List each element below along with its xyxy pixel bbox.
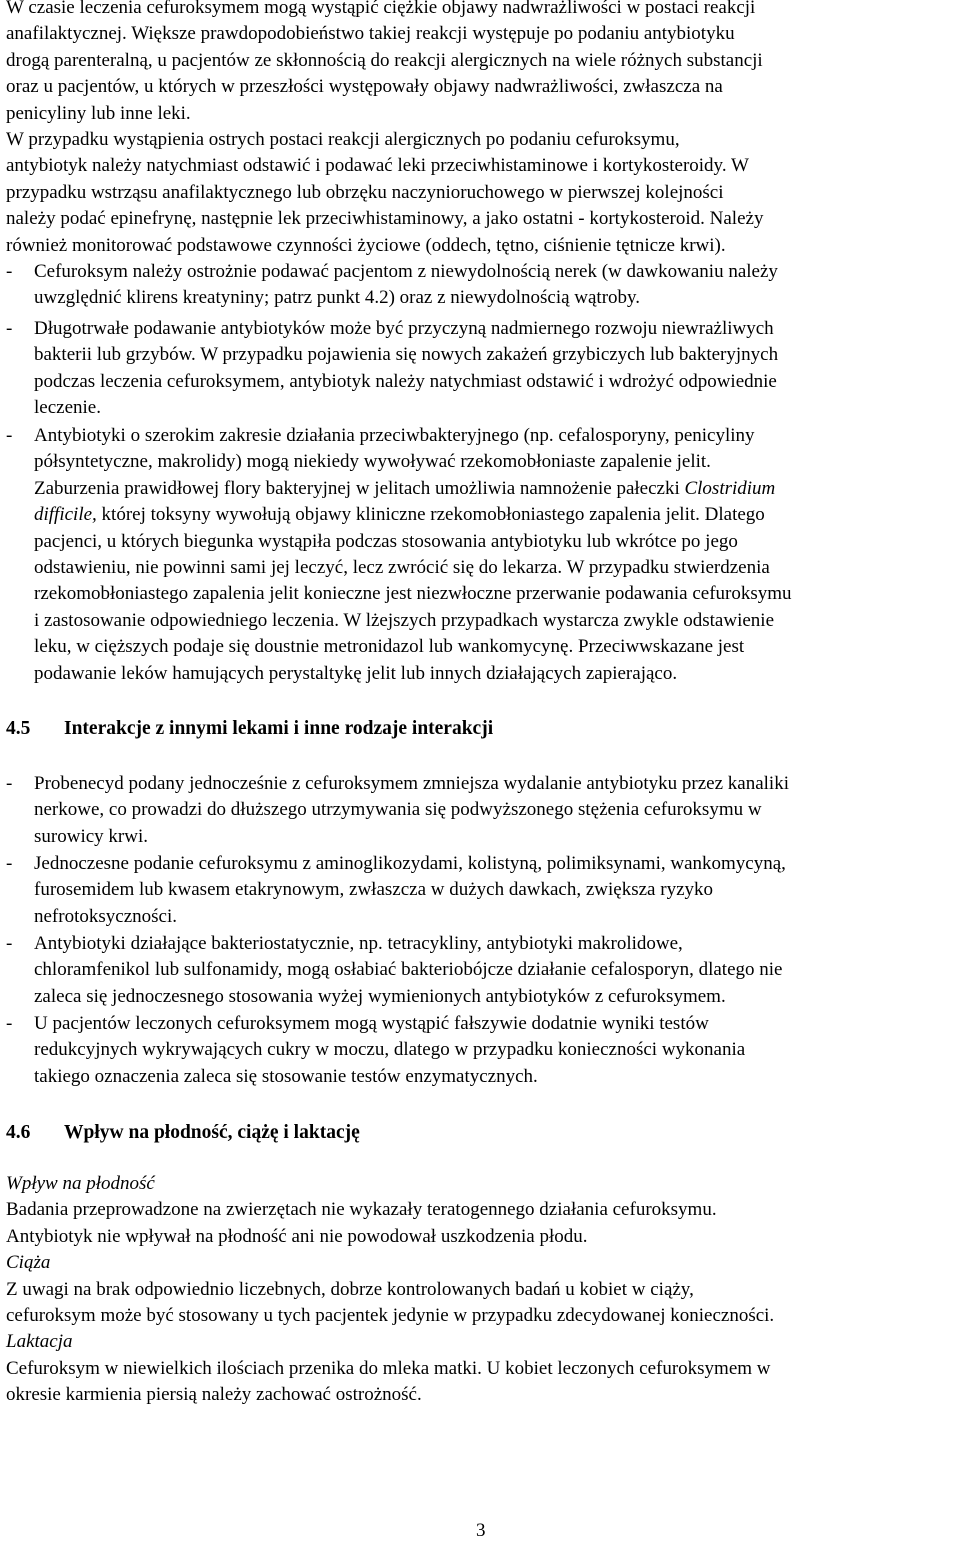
bullet-dash: -	[6, 933, 13, 954]
text-line: okresie karmienia piersią należy zachować ostrożność.	[6, 1384, 422, 1406]
page-number: 3	[476, 1520, 486, 1541]
bullet-dash: -	[6, 261, 13, 282]
text-line: W czasie leczenia cefuroksymem mogą wystąpić ciężkie objawy nadwrażliwości w postaci reakcji	[6, 0, 756, 18]
text-line: pacjenci, u których biegunka wystąpiła podczas stosowania antybiotyku lub wkrótce po jego	[34, 530, 738, 552]
text-line: U pacjentów leczonych cefuroksymem mogą wystąpić fałszywie dodatnie wyniki testów	[34, 1013, 709, 1034]
bullet-dash: -	[6, 853, 13, 874]
text-line: odstawieniu, nie powinni sami jej leczyć, lecz zwrócić się do lekarza. W przypadku stwierdzenia	[34, 557, 770, 579]
text-line: nerkowe, co prowadzi do dłuższego utrzymywania się podwyższonego stężenia cefuroksymu w	[34, 799, 762, 821]
text-line: należy podać epinefrynę, następnie lek przeciwhistaminowy, a jako ostatni - kortykosteroid. Należy	[6, 208, 764, 230]
italic-species: difficile,	[34, 504, 97, 526]
text-line: Długotrwałe podawanie antybiotyków może być przyczyną nadmiernego rozwoju niewrażliwych	[34, 318, 774, 339]
interaction-item-bacteriostatic	[34, 931, 782, 1010]
text-line: Antybiotyk nie wpływał na płodność ani nie powodował uszkodzenia płodu.	[6, 1225, 588, 1247]
bullet-dash: -	[6, 318, 13, 339]
section-number: 4.6	[6, 1122, 31, 1143]
fertility-pregnancy-lactation	[6, 1171, 774, 1409]
section-title: Interakcje z innymi lekami i inne rodzaje interakcji	[64, 718, 494, 739]
text-line: anafilaktycznej. Większe prawdopodobieństwo takiej reakcji występuje po podaniu antybiotyku	[6, 23, 735, 45]
intro-paragraph-2	[6, 127, 763, 259]
subheading-fertility: Wpływ na płodność	[6, 1173, 155, 1194]
text-line: i zastosowanie odpowiedniego leczenia. W lżejszych przypadkach wystarcza zwykle odstawienie	[34, 609, 775, 631]
text-line: rzekomobłoniastego zapalenia jelit konieczne jest niezwłoczne przerwanie podawania cefuroksymu	[34, 583, 792, 605]
subheading-lactation: Laktacja	[6, 1331, 73, 1353]
text-line: redukcyjnych wykrywających cukry w moczu, dlatego w przypadku konieczności wykonania	[34, 1039, 746, 1061]
intro-paragraph-1	[6, 0, 763, 127]
text-line: Antybiotyki o szerokim zakresie działania przeciwbakteryjnego (np. cefalosporyny, penicyliny	[34, 425, 755, 446]
warning-item-colitis	[34, 423, 792, 687]
text-line: cefuroksym może być stosowany u tych pacjentek jedynie w przypadku zdecydowanej konieczności.	[6, 1305, 775, 1327]
text-line: difficile, której toksyny wywołują objawy kliniczne rzekomobłoniastego zapalenia jelit. Dlatego	[34, 504, 765, 526]
text-line: surowicy krwi.	[34, 825, 148, 847]
bullet-dash: -	[6, 425, 13, 446]
interaction-item-nephrotoxicity	[34, 851, 786, 930]
text-line: drogą parenteralną, u pacjentów ze skłonnością do reakcji alergicznych na wiele różnych substancji	[6, 49, 763, 71]
warning-item-renal	[34, 259, 778, 312]
text-line: Cefuroksym należy ostrożnie podawać pacjentom z niewydolnością nerek (w dawkowaniu należy	[34, 261, 778, 282]
warning-item-long-term	[34, 316, 778, 422]
text-line: oraz u pacjentów, u których w przeszłości występowały objawy nadwrażliwości, zwłaszcza na	[6, 76, 723, 98]
text-line: Badania przeprowadzone na zwierzętach nie wykazały teratogennego działania cefuroksymu.	[6, 1199, 717, 1221]
text-line: W przypadku wystąpienia ostrych postaci reakcji alergicznych po podaniu cefuroksymu,	[6, 129, 680, 150]
text-line: Z uwagi na brak odpowiednio liczebnych, dobrze kontrolowanych badań u kobiet w ciąży,	[6, 1278, 694, 1300]
text-line: furosemidem lub kwasem etakrynowym, zwłaszcza w dużych dawkach, zwiększa ryzyko	[34, 879, 713, 901]
section-title: Wpływ na płodność, ciążę i laktację	[64, 1122, 360, 1143]
text-line: Zaburzenia prawidłowej flory bakteryjnej w jelitach umożliwia namnożenie pałeczki Clostridium	[34, 477, 776, 499]
interaction-item-probenecid	[34, 771, 789, 850]
text-line: również monitorować podstawowe czynności życiowe (oddech, tętno, ciśnienie tętnicze krwi).	[6, 234, 726, 256]
text-line: półsyntetyczne, makrolidy) mogą niekiedy wywoływać rzekomobłoniaste zapalenie jelit.	[34, 451, 711, 473]
text-line: antybiotyk należy natychmiast odstawić i podawać leki przeciwhistaminowe i kortykosteroidy. W	[6, 155, 749, 177]
section-number: 4.5	[6, 718, 31, 739]
interaction-item-glucose-tests	[34, 1011, 745, 1090]
text-line: Cefuroksym w niewielkich ilościach przenika do mleka matki. U kobiet leczonych cefuroksymem w	[6, 1357, 771, 1379]
text-line: takiego oznaczenia zaleca się stosowanie testów enzymatycznych.	[34, 1065, 538, 1087]
bullet-dash: -	[6, 1013, 13, 1034]
text-line: podawanie leków hamujących perystaltykę jelit lub innych działających zapierająco.	[34, 662, 678, 684]
text-line: uwzględnić klirens kreatyniny; patrz punkt 4.2) oraz z niewydolnością wątroby.	[34, 287, 641, 309]
text-line: Jednoczesne podanie cefuroksymu z aminoglikozydami, kolistyną, polimiksynami, wankomycyną,	[34, 853, 786, 874]
text-line: podczas leczenia cefuroksymem, antybiotyk należy natychmiast odstawić i wdrożyć odpowiednie	[34, 370, 777, 392]
text-line: Antybiotyki działające bakteriostatycznie, np. tetracykliny, antybiotyki makrolidowe,	[34, 933, 683, 954]
text-line: zaleca się jednoczesnego stosowania wyżej wymienionych antybiotyków z cefuroksymem.	[34, 985, 726, 1007]
text-line: bakterii lub grzybów. W przypadku pojawienia się nowych zakażeń grzybiczych lub bakteryjnych	[34, 344, 779, 366]
italic-genus: Clostridium	[684, 477, 776, 499]
text-line: chloramfenikol lub sulfonamidy, mogą osłabiać bakteriobójcze działanie cefalosporyn, dlatego nie	[34, 959, 783, 981]
text-line: Probenecyd podany jednocześnie z cefuroksymem zmniejsza wydalanie antybiotyku przez kanaliki	[34, 773, 789, 794]
text-line: leczenie.	[34, 397, 101, 419]
text-line: penicyliny lub inne leki.	[6, 102, 191, 124]
text-line: leku, w cięższych podaje się doustnie metronidazol lub wankomycynę. Przeciwwskazane jest	[34, 636, 745, 658]
bullet-dash: -	[6, 773, 13, 794]
text-line: nefrotoksyczności.	[34, 905, 177, 927]
subheading-pregnancy: Ciąża	[6, 1252, 51, 1274]
text-line: przypadku wstrząsu anafilaktycznego lub obrzęku naczynioruchowego w pierwszej kolejności	[6, 181, 724, 203]
